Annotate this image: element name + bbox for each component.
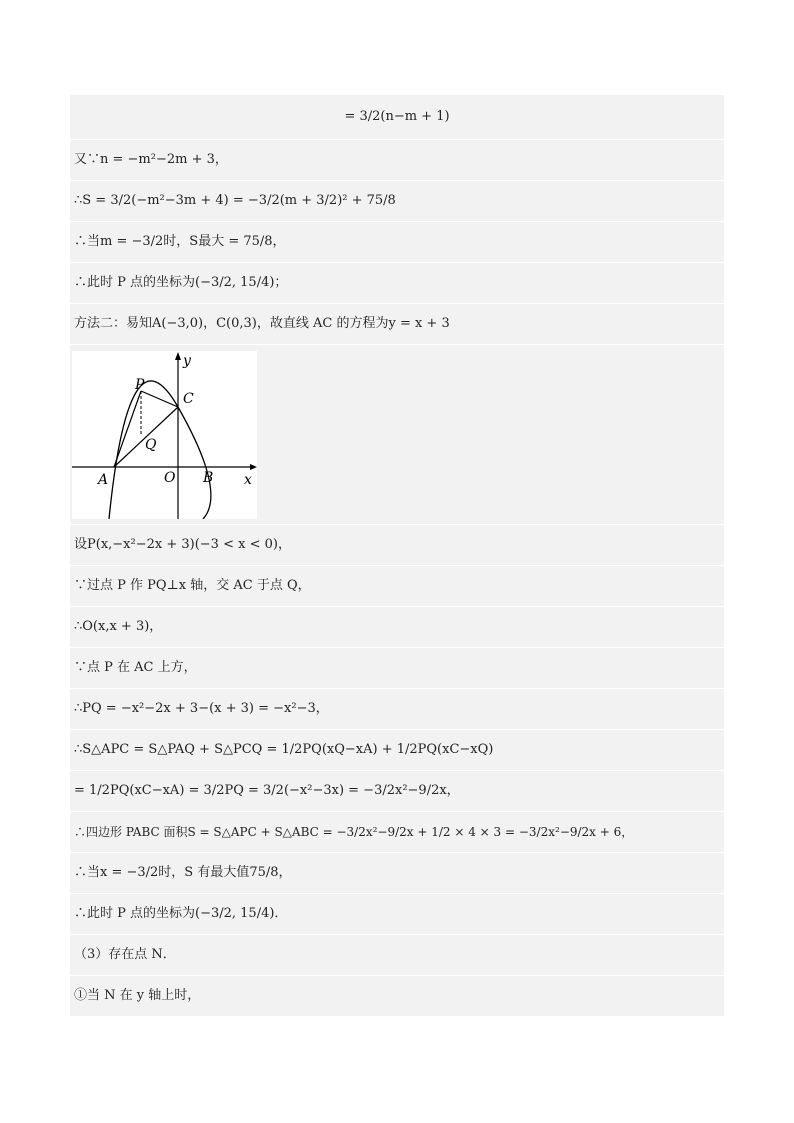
formula-line-6: 设P(x,−x²−2x + 3)(−3 < x < 0)，: [70, 525, 724, 566]
method-two-line: 方法二：易知A(−3,0)，C(0,3)，故直线 AC 的方程为y = x + 3: [70, 304, 724, 345]
formula-line-7: ∵过点 P 作 PQ⊥x 轴，交 AC 于点 Q，: [70, 566, 724, 607]
formula-line-15: ∴此时 P 点的坐标为(−3/2, 15/4)．: [70, 894, 724, 935]
label-p: P: [135, 377, 145, 393]
solution-panel: [70, 95, 724, 1017]
label-a: A: [98, 472, 109, 488]
case-1-line: ①当 N 在 y 轴上时，: [70, 976, 724, 1017]
parabola-curve: [109, 381, 214, 519]
figure-row: [70, 345, 724, 525]
formula-line-4: ∴当m = −3/2时，S最大 = 75/8，: [70, 222, 724, 263]
parabola-diagram: [72, 351, 257, 519]
part-3-heading: （3）存在点 N．: [70, 935, 724, 976]
y-axis-arrow: [175, 352, 181, 360]
label-x: x: [244, 472, 252, 488]
label-b: B: [203, 470, 214, 486]
line-pa: [114, 391, 141, 467]
formula-line-2: 又∵n = −m²−2m + 3，: [70, 140, 724, 181]
label-o: O: [164, 470, 176, 486]
label-q: Q: [145, 437, 157, 453]
formula-line-9: ∵点 P 在 AC 上方，: [70, 648, 724, 689]
x-axis-arrow: [250, 464, 257, 470]
formula-line-11: ∴S△APC = S△PAQ + S△PCQ = 1/2PQ(xQ−xA) + 1/2PQ(xC−xQ): [70, 730, 724, 771]
formula-line-3: ∴S = 3/2(−m²−3m + 4) = −3/2(m + 3/2)² + 75/8: [70, 181, 724, 222]
formula-line-10: ∴PQ = −x²−2x + 3−(x + 3) = −x²−3，: [70, 689, 724, 730]
parabola-figure: [72, 351, 257, 519]
formula-line-1: = 3/2(n−m + 1): [70, 95, 724, 140]
label-c: C: [183, 391, 194, 407]
formula-line-8: ∴O(x,x + 3)，: [70, 607, 724, 648]
label-y: y: [183, 353, 191, 369]
formula-line-5: ∴此时 P 点的坐标为(−3/2, 15/4)；: [70, 263, 724, 304]
formula-line-13: ∴四边形 PABC 面积S = S△APC + S△ABC = −3/2x²−9/2x + 1/2 × 4 × 3 = −3/2x²−9/2x + 6，: [70, 812, 724, 853]
formula-line-14: ∴当x = −3/2时，S 有最大值75/8，: [70, 853, 724, 894]
formula-line-12: = 1/2PQ(xC−xA) = 3/2PQ = 3/2(−x²−3x) = −3/2x²−9/2x，: [70, 771, 724, 812]
